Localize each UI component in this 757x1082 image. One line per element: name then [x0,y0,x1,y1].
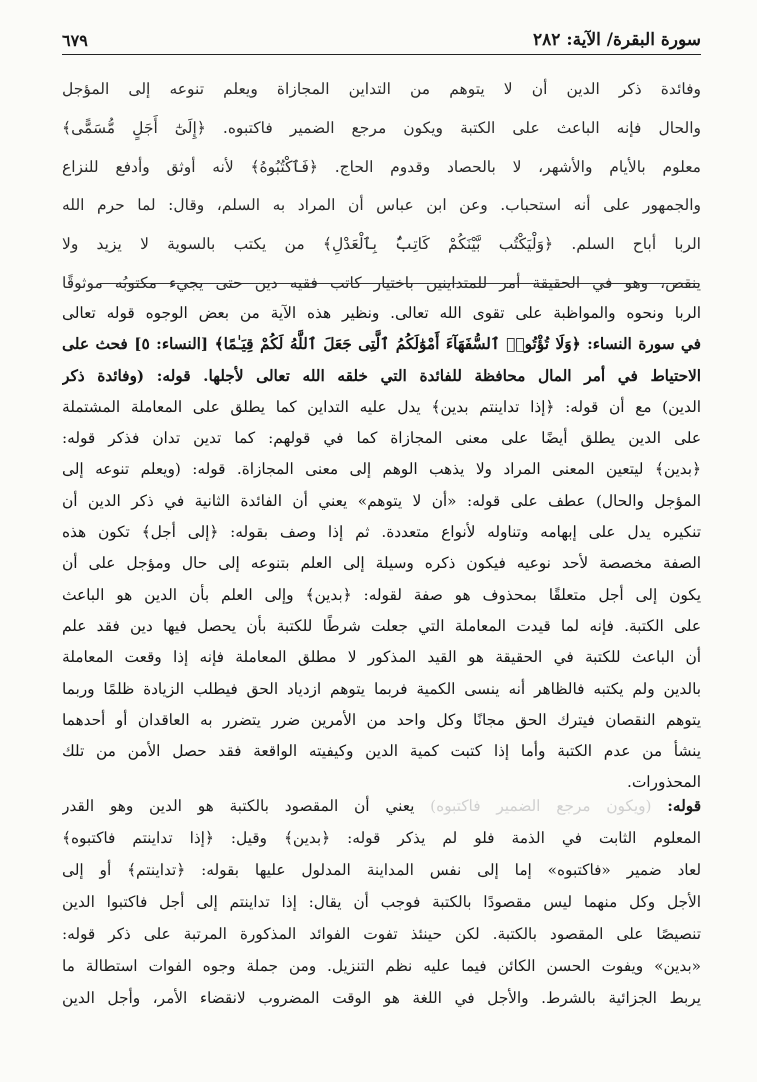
base-commentary [62,70,701,303]
text-line: لعاد ضمير «فاكتبوه» إما إلى نفس المداينة المدلول عليها بقوله: ﴿تداينتم﴾ أو إلى [62,861,701,879]
text-line: على الدين يطلق أيضًا على معنى المجازاة كما في قولهم: كما تدين تدان فذكر قوله: [62,429,701,448]
text-line: على الكتبة. فإنه لما قيدت المعاملة التي جعلت شرطًا للكتبة بأن يحصل فيها دين فقد علم [62,616,701,635]
text-line: وفائدة ذكر الدين أن لا يتوهم من التداين المجازاة ويعلم تنوعه إلى المؤجل [62,80,701,98]
text-line: المؤجل والحال) عطف على قوله: «أن لا يتوهم» يعني أن الفائدة الثانية في ذكر الدين أن [62,491,701,510]
text-line: في سورة النساء: ﴿وَلَا تُؤْتُوا۟ ٱلسُّفَهَآءَ أَمْوَٰلَكُمُ ٱلَّتِى جَعَلَ ٱللَّهُ لَكُمْ قِيَـٰمًا﴾ [النساء: ٥] فحث على [62,335,701,354]
text-line: والحال فإنه الباعث على الكتبة ويكون مرجع الضمير فاكتبوه. ﴿إِلَىٰٓ أَجَلٍ مُّسَمًّى﴾ [62,118,701,137]
page-header [62,30,701,55]
text-line: والجمهور على أنه استحباب. وعن ابن عباس أن المراد به السلم، وقال: لما حرم الله [62,196,701,215]
text-line: الاحتياط في أمر المال محافظة للفائدة التي خلقه الله تعالى لأجلها. قوله: (وفائدة ذكر [62,366,701,385]
text-line: أن الباعث للكتبة في الحقيقة هو القيد المذكور لا مطلق المعاملة فإنه إذا وقعت المعاملة [62,648,701,667]
running-title: سورة البقرة/ الآية: ٢٨٢ [533,30,701,50]
page-number: ٦٧٩ [62,31,88,50]
text-line: ﴿بدين﴾ ليتعين المعنى المراد ولا يذهب الوهم إلى معنى المجازاة. قوله: (ويعلم تنوعه إلى [62,460,701,479]
text-line: الصفة مخصصة لأحد نوعيه فيكون ذكره وسيلة إلى العلم بتنوعه إلى حال ومؤجل على أن [62,554,701,573]
faded-quote: (ويكون مرجع الضمير فاكتبوه) [414,797,668,815]
text-line: الدين) مع أن قوله: ﴿إذا تداينتم بدين﴾ يدل عليه التداين كما يطلق على المعاملة المشتملة [62,397,701,416]
text-line [62,790,701,822]
text-line: يربط الجزائية بالشرط. والأجل في اللغة هو الوقت المضروب لانقضاء الأمر، وأجل الدين [62,989,701,1007]
text-line: ينشأ من عدم الكتبة وأما إذا كتبت كمية الدين وكيفيته الواقعة فقد حصل الأمن من تلك [62,742,701,761]
text-line-rest: يعني أن المقصود بالكتبة هو الدين وهو القدر [62,797,415,815]
text-line: يتوهم النقصان فيترك الحق مجانًا وكل واحد من الأمرين ضرر يتضرر به العاقدان أو أحدهما [62,710,701,729]
text-line: معلوم بالأيام والأشهر، لا بالحصاد وقدوم الحاج. ﴿فَٱكْتُبُوهُ﴾ لأنه أوثق وأدفع للنزاع [62,157,701,176]
text-line: «بدين» ويفوت الحسن الكائن فيما عليه نظم التنزيل. ومن جملة وجوه الفوات استطالة ما [62,957,701,975]
gloss-text [62,298,701,799]
text-line: يكون إلى أجل متعلقًا بمحذوف هو صفة لقوله: ﴿بدين﴾ وإلى العلم بأن الدين هو الباعث [62,585,701,604]
text-line: المحذورات. [627,773,701,792]
text-line: بالدين ولم يكتبه فالظاهر أنه ينسى الكمية فربما يتوهم ازدياد الحق فيطلب الزيادة ظلمًا وربما [62,679,701,698]
text-line: المعلوم الثابت في الذمة فلو لم يذكر قوله: ﴿بدين﴾ وقيل: ﴿إذا تداينتم فاكتبوه﴾ [62,829,701,847]
text-line: الأجل وكل منهما ليس مقصودًا بالكتبة فوجب أن يقال: إذا تداينتم إلى أجل فاكتبوا الدين [62,893,701,911]
text-line: تنصيصًا على المقصود بالكتبة. لكن حينئذ تفوت الفوائد المذكورة المرتبة على ذكر قوله: [62,925,701,943]
text-line: الربا ونحوه والمواظبة على تقوى الله تعالى. ونظير هذه الآية من بعض الوجوه قوله تعالى [62,304,701,322]
text-line: تنكيره يدل على إبهامه وتناوله لأنواع متعددة. ثم إذا وصف بقوله: ﴿إلى أجل﴾ تكون هذه [62,523,701,542]
text-line: ينقص، وهو في الحقيقة أمر للمتداينين باختيار كاتب فقيه دين حتى يجيء مكتوبُه موثوقًا [62,273,701,292]
gloss-text-continued [62,790,701,1014]
qawluhu-label: قوله: [667,797,701,815]
text-line: الربا أباح السلم. ﴿وَلْيَكْتُب بَّيْنَكُمْ كَاتِبٌۢ بِٱلْعَدْلِ﴾ من يكتب بالسوية لا يزيد ولا [62,235,701,254]
section-divider [100,283,699,284]
